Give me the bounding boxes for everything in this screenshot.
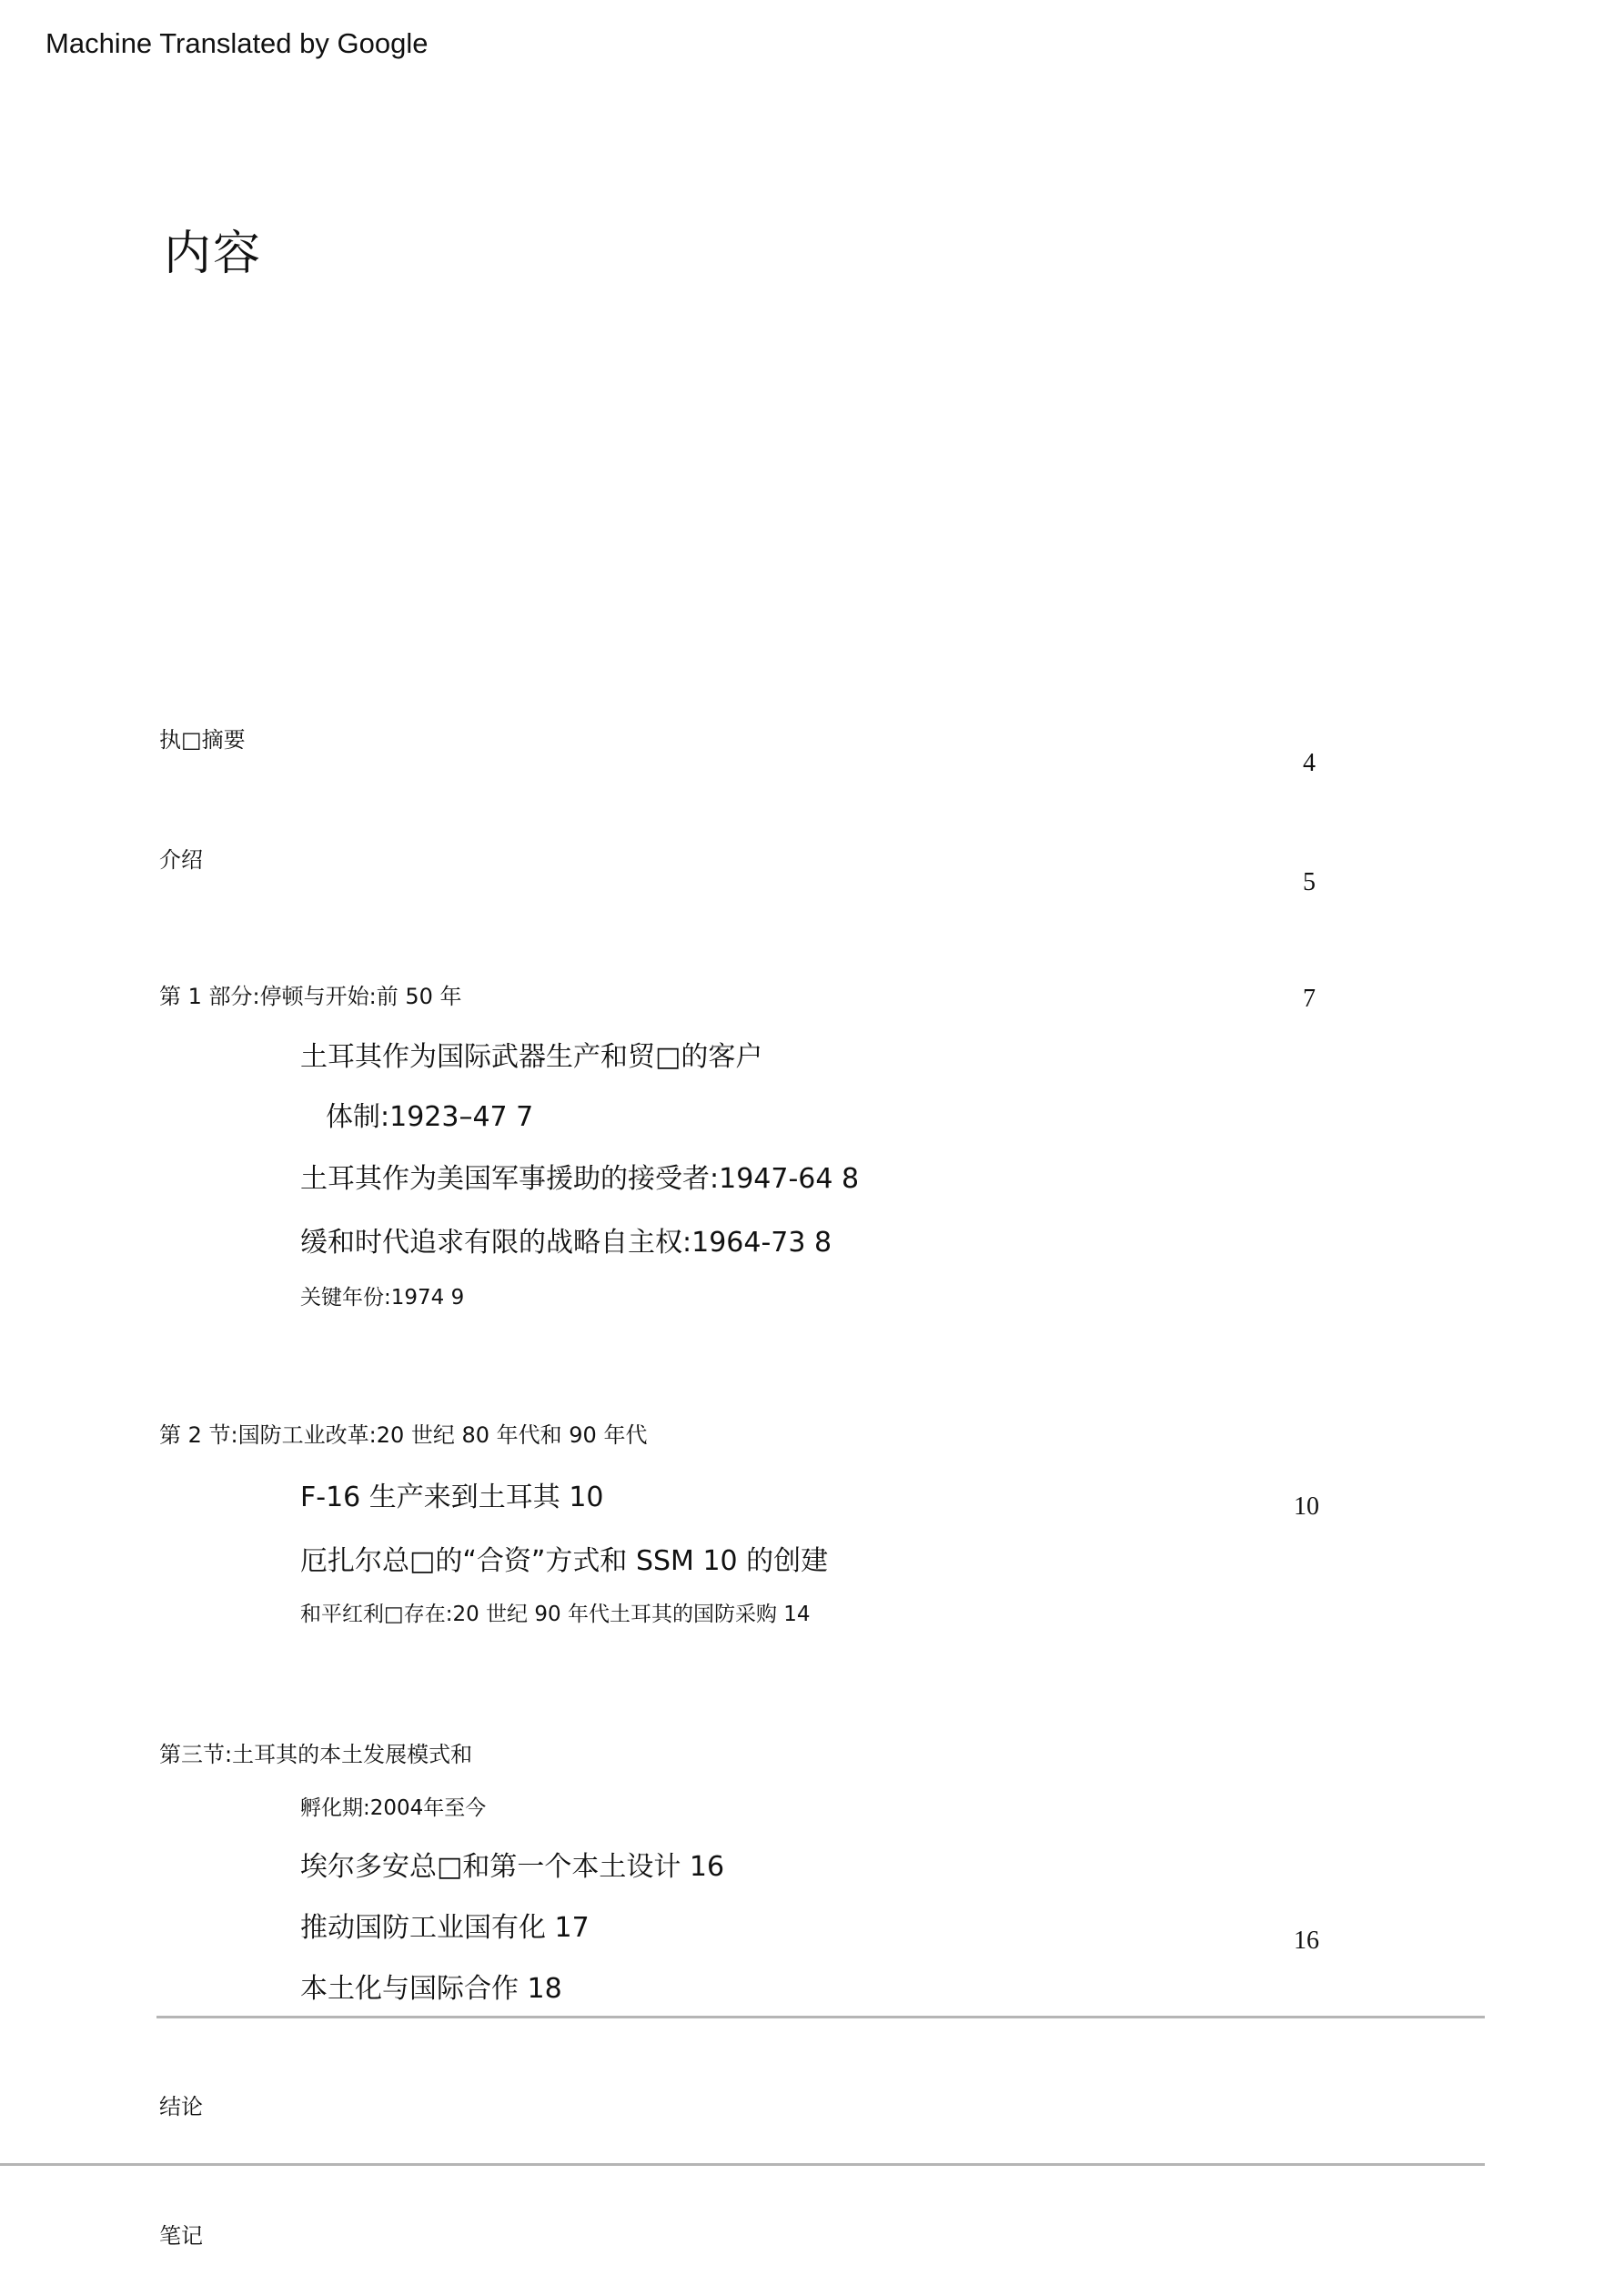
toc-subentry-part2-3[interactable]: 和平红利□存在:20 世纪 90 年代土耳其的国防采购 14: [300, 1603, 811, 1626]
toc-entry-part1[interactable]: 第 1 部分:停顿与开始:前 50 年: [159, 984, 462, 1009]
toc-subentry-part3-1[interactable]: 埃尔多安总□和第一个本土设计 16: [300, 1851, 725, 1883]
divider-line: [0, 2163, 1485, 2166]
toc-page-part2: 10: [1294, 1492, 1319, 1521]
toc-subentry-part3-2[interactable]: 推动国防工业国有化 17: [300, 1912, 590, 1944]
toc-subentry-part1-3[interactable]: 缓和时代追求有限的战略自主权:1964-73 8: [300, 1227, 832, 1259]
toc-entry-notes[interactable]: 笔记: [159, 2223, 203, 2249]
toc-entry-part3[interactable]: 第三节:土耳其的本土发展模式和: [159, 1742, 473, 1767]
toc-entry-part2[interactable]: 第 2 节:国防工业改革:20 世纪 80 年代和 90 年代: [159, 1422, 648, 1448]
toc-entry-executive-summary[interactable]: 执□摘要: [159, 727, 246, 753]
toc-subentry-part1-4[interactable]: 关键年份:1974 9: [300, 1286, 465, 1310]
toc-subentry-part3-3[interactable]: 本土化与国际合作 18: [300, 1973, 562, 2005]
toc-entry-introduction[interactable]: 介绍: [159, 847, 203, 873]
toc-subentry-part1-1-cont[interactable]: 体制:1923–47 7: [326, 1101, 534, 1133]
toc-page-part1: 7: [1303, 985, 1316, 1013]
toc-page-executive-summary: 4: [1303, 749, 1316, 777]
toc-subentry-part3-0[interactable]: 孵化期:2004年至今: [300, 1796, 487, 1820]
toc-subentry-part1-2[interactable]: 土耳其作为美国军事援助的接受者:1947-64 8: [300, 1163, 860, 1195]
toc-entry-conclusion[interactable]: 结论: [159, 2094, 203, 2119]
toc-subentry-part1-1[interactable]: 土耳其作为国际武器生产和贸□的客户: [300, 1041, 763, 1073]
toc-subentry-part2-1[interactable]: F-16 生产来到土耳其 10: [300, 1482, 604, 1513]
machine-translation-banner: Machine Translated by Google: [45, 27, 429, 59]
toc-subentry-part2-2[interactable]: 厄扎尔总□的“合资”方式和 SSM 10 的创建: [300, 1545, 829, 1577]
toc-page-part3: 16: [1294, 1927, 1319, 1955]
divider-line: [156, 2016, 1485, 2018]
toc-page-introduction: 5: [1303, 868, 1316, 896]
page-title: 内容: [164, 227, 263, 281]
